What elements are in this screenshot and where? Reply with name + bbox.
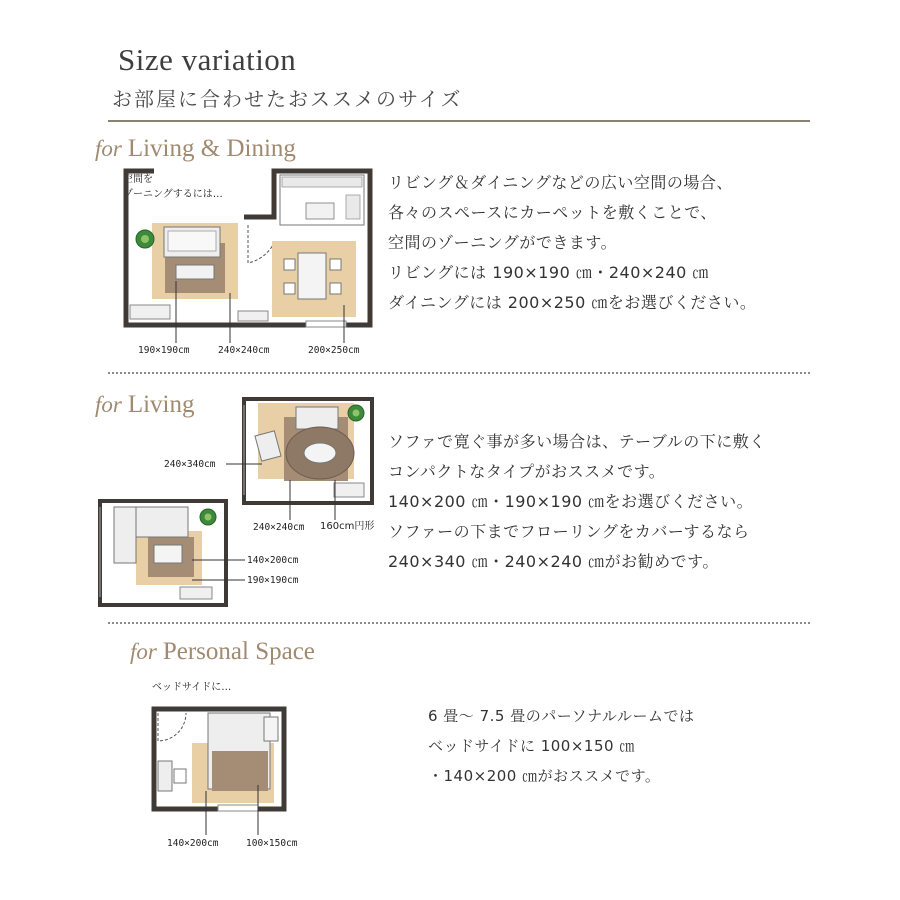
text-line: ソファで寛ぐ事が多い場合は、テーブルの下に敷く: [388, 432, 766, 451]
text-line: ダイニングには 200×250 ㎝をお選びください。: [388, 293, 757, 312]
section-heading-for: for: [95, 392, 122, 417]
living-dining-description: [388, 168, 756, 318]
size-label: 140×200cm: [247, 555, 299, 566]
section-heading-text: Living: [127, 391, 195, 418]
size-label: 240×240cm: [253, 522, 305, 533]
section-divider: [108, 622, 810, 624]
text-line: 空間のゾーニングができます。: [388, 233, 618, 252]
size-label: 160cm円形: [320, 521, 375, 532]
living-description: [388, 427, 766, 577]
section-heading-for: for: [95, 136, 122, 161]
living-floorplan-large: [240, 395, 380, 505]
section-heading-living-dining: [95, 135, 296, 163]
section-divider: [108, 372, 810, 374]
section-heading-text: Personal Space: [162, 638, 315, 665]
living-floorplan-small: [96, 497, 231, 607]
text-line: リビング＆ダイニングなどの広い空間の場合、: [388, 173, 733, 192]
diagram-note-line: ゾーニングするには…: [123, 189, 223, 200]
text-line: ベッドサイドに 100×150 ㎝: [428, 737, 635, 755]
page-subtitle: お部屋に合わせたおススメのサイズ: [112, 87, 463, 111]
size-label: 190×190cm: [247, 575, 299, 586]
living-dining-floorplan: [120, 165, 380, 335]
text-line: 6 畳～ 7.5 畳のパーソナルルームでは: [428, 707, 695, 725]
text-line: ・140×200 ㎝がおススメです。: [428, 767, 661, 785]
personal-description: [428, 701, 694, 791]
text-line: 各々のスペースにカーペットを敷くことで、: [388, 203, 717, 222]
size-label: 240×340cm: [164, 459, 216, 470]
section-heading-text: Living & Dining: [127, 135, 296, 162]
text-line: リビングには 190×190 ㎝・240×240 ㎝: [388, 263, 709, 282]
size-label: 140×200cm: [167, 838, 219, 849]
diagram-note: ベッドサイドに…: [152, 682, 232, 693]
header-divider: [108, 120, 810, 122]
text-line: 140×200 ㎝・190×190 ㎝をお選びください。: [388, 492, 754, 511]
personal-floorplan: [150, 705, 290, 815]
text-line: 240×340 ㎝・240×240 ㎝がお勧めです。: [388, 552, 719, 571]
text-line: ソファーの下までフローリングをカバーするなら: [388, 522, 750, 541]
section-heading-for: for: [130, 639, 157, 664]
size-label: 190×190cm: [138, 345, 190, 356]
diagram-note-line: 空間を: [123, 174, 153, 185]
text-line: コンパクトなタイプがおススメです。: [388, 462, 666, 481]
size-label: 200×250cm: [308, 345, 360, 356]
size-label: 100×150cm: [246, 838, 298, 849]
size-label: 240×240cm: [218, 345, 270, 356]
page-title: Size variation: [118, 42, 297, 77]
section-heading-living: [95, 391, 195, 419]
section-heading-personal: [130, 638, 315, 666]
